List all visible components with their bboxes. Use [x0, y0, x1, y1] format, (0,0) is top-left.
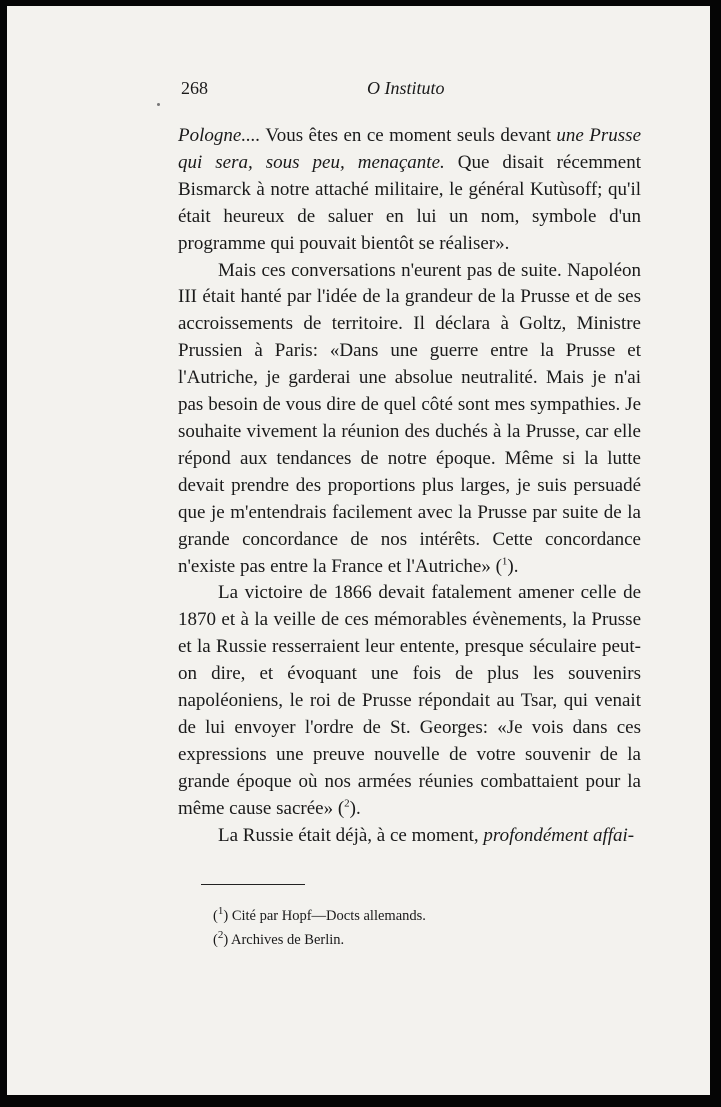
- footnote-number: 1: [217, 905, 224, 918]
- text-run: ).: [349, 797, 361, 819]
- page-header: [7, 78, 710, 102]
- page: [7, 6, 710, 1095]
- paragraph: [178, 580, 641, 822]
- text-run: La Russie était déjà, à ce moment,: [218, 824, 484, 846]
- text-run: ).: [507, 555, 519, 577]
- italic-text: Pologne....: [178, 125, 261, 146]
- text-run: Vous êtes en ce moment seuls devant: [260, 125, 557, 146]
- footnotes: [213, 904, 426, 952]
- footnote-reference: 2: [344, 797, 350, 810]
- running-title: O Instituto: [367, 78, 445, 98]
- footnote: ($^1$) Cité par Hopf—Docts allemands.: [213, 905, 426, 924]
- text-run: La victoire de 1866 devait fatalement amener celle de 1870 et à la veille de ces mémorables évènements, la Prusse et la Russie resserraient leur entente, presque séculaire peut-on dire, et évoquant une fois de plus les souvenirs napoléoniens, le roi de Prusse répondait au Tsar, qui venait de lui envoyer l'ordre de St. Georges: «Je vois dans ces expressions une preuve nouvelle de votre souvenir de la grande époque où nos armées réunies combattaient pour la même cause sacrée» (: [178, 582, 641, 819]
- footnote-divider: [201, 884, 305, 885]
- footnote-number: 2: [217, 929, 224, 942]
- footnote-reference: 1: [501, 555, 508, 568]
- stray-mark: [157, 103, 160, 106]
- italic-text: une Prusse qui sera, sous peu, menaçante.: [178, 125, 641, 173]
- footnote-text: Cité par Hopf—Docts allemands.: [231, 908, 426, 924]
- footnote: ($^2$) Archives de Berlin.: [213, 929, 345, 948]
- text-run: Que disait récemment Bismarck à notre attaché militaire, le général Kutùsoff; qu'il était heureux de saluer en lui un nom, symbole d'un programme qui pouvait bientôt se réaliser».: [178, 151, 641, 254]
- paragraph: [178, 123, 641, 258]
- page-number: 268: [181, 78, 208, 98]
- body-text: [178, 123, 641, 849]
- paragraph: [178, 258, 641, 581]
- footnote-text: Archives de Berlin.: [231, 932, 345, 948]
- italic-text: profondément affai-: [483, 824, 635, 846]
- text-run: Mais ces conversations n'eurent pas de suite. Napoléon III était hanté par l'idée de la grandeur de la Prusse et de ses accroissements de territoire. Il déclara à Goltz, Ministre Prussien à Paris: «Dans une guerre entre la Prusse et l'Autriche, je garderai une absolue neutralité. Mais je n'ai pas besoin de vous dire de quel côté sont mes sympathies. Je souhaite vivement la réunion des duchés à la Prusse, car elle répond aux tendances de notre époque. Même si la lutte devait prendre des proportions plus larges, je suis persuadé que je m'entendrais facilement avec la Prusse par suite de la grande concordance de nos intérêts. Cette concordance n'existe pas entre la France et l'Autriche» (: [178, 259, 641, 577]
- paragraph: [178, 823, 641, 850]
